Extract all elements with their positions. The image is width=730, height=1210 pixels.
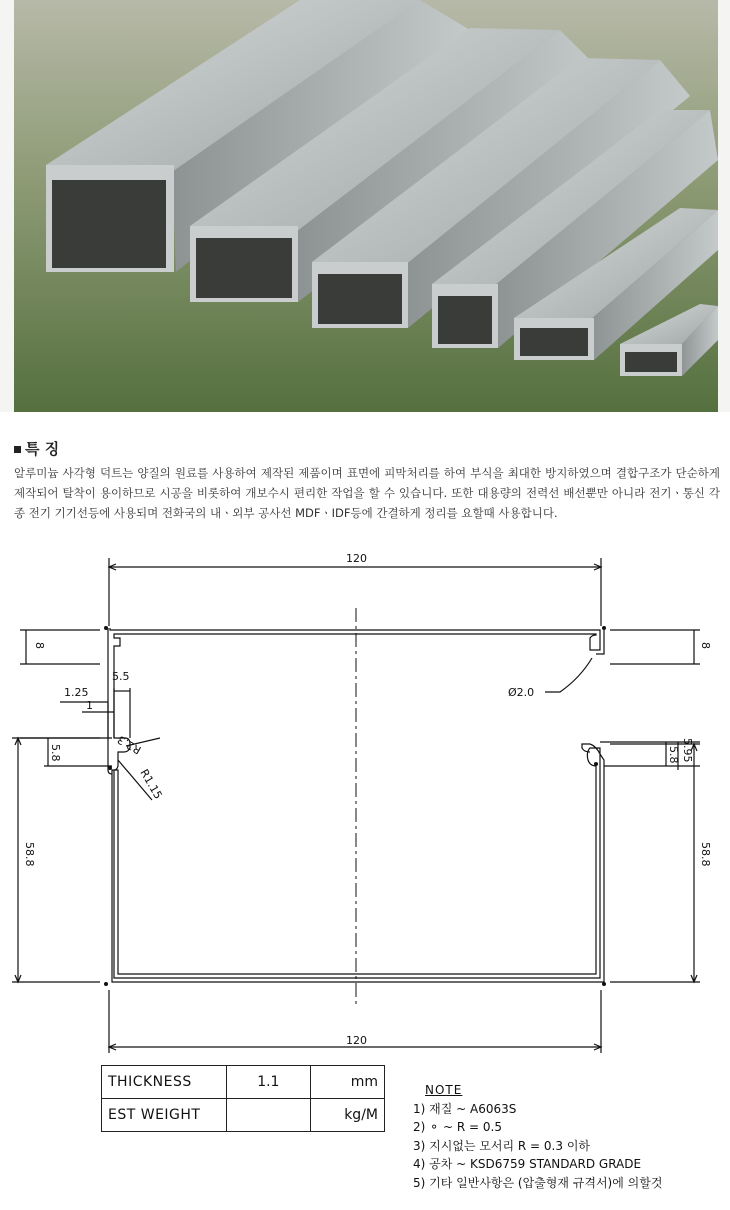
weight-label: EST WEIGHT	[102, 1099, 227, 1132]
feature-title-text: 특 징	[25, 440, 60, 458]
dim-left-gap: 5.8	[49, 744, 62, 762]
feature-section	[0, 412, 730, 538]
note-item: 2) ⚬ ~ R = 0.5	[413, 1120, 502, 1134]
dim-radius-a: R2.3	[115, 732, 144, 757]
dim-right-height: 58.8	[699, 842, 712, 867]
dim-bottom-width: 120	[346, 1034, 367, 1047]
thickness-label: THICKNESS	[102, 1066, 227, 1099]
dim-offset-a: 1.25	[64, 686, 89, 699]
dim-offset-b: 1	[86, 699, 93, 712]
dim-right-gap-a: 5.95	[681, 738, 694, 763]
dim-left-height: 58.8	[23, 842, 36, 867]
note-item: 5) 기타 일반사항은 (압출형재 규격서)에 의할것	[413, 1175, 663, 1190]
dim-radius-b: R1.15	[137, 767, 165, 802]
dim-left-lip: 8	[33, 642, 46, 649]
thickness-unit: mm	[310, 1066, 384, 1099]
dim-right-lip: 8	[699, 642, 712, 649]
note-item: 4) 공차 ~ KSD6759 STANDARD GRADE	[413, 1157, 642, 1171]
note-item: 3) 지시없는 모서리 R = 0.3 이하	[413, 1138, 591, 1153]
dim-top-width: 120	[346, 552, 367, 565]
dim-slot: 5.5	[112, 670, 130, 683]
note-item: 1) 재질 ~ A6063S	[413, 1101, 517, 1116]
notes-header: NOTE	[425, 1083, 463, 1097]
technical-drawing	[0, 538, 730, 1206]
spec-table	[101, 1065, 385, 1132]
weight-value	[226, 1099, 310, 1132]
thickness-value: 1.1	[226, 1066, 310, 1099]
weight-unit: kg/M	[310, 1099, 384, 1132]
feature-description: 알루미늄 사각형 덕트는 양질의 원료를 사용하여 제작된 제품이며 표면에 피막처리를 하여 부식을 최대한 방지하였으며 결합구조가 단순하게 제작되어 탈착이 용이하므로 시공을 비롯하여 개보수시 편리한 작업을 할 수 있습니다. 또한 대용량의 전력선 배선뿐만 아니라 전기ㆍ통신 각종 전기 기기선등에 사용되며 전화국의 내ㆍ외부 공사선 MDFㆍIDF등에 간결하게 정리를 요할때 사용합니다.	[14, 466, 720, 520]
bullet-square-icon	[14, 446, 21, 453]
dim-hole: Ø2.0	[508, 686, 535, 699]
notes-section	[413, 1081, 723, 1192]
table-row	[102, 1099, 385, 1132]
dim-right-gap-b: 5.8	[667, 746, 680, 764]
product-photo	[0, 0, 730, 412]
table-row	[102, 1066, 385, 1099]
feature-title	[14, 438, 59, 459]
